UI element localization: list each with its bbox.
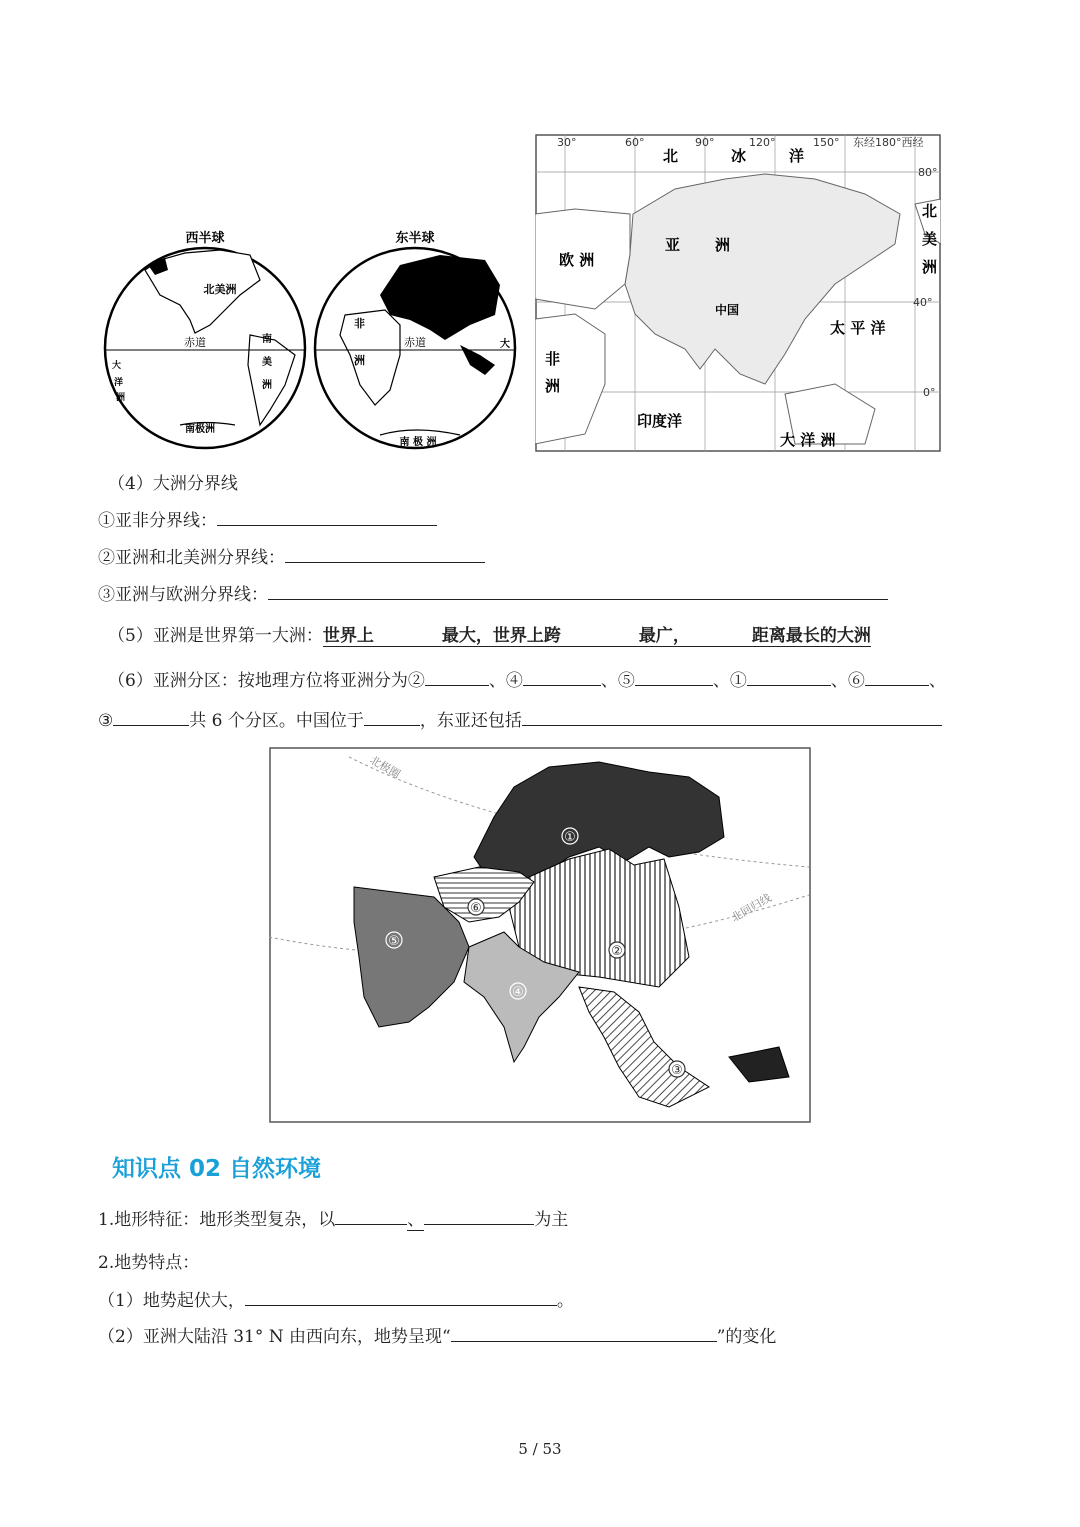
- q6-m5: 、⑤: [600, 671, 635, 691]
- region-2: ②: [611, 944, 623, 959]
- q6-line1-prefix: （6）亚洲分区：按地理方位将亚洲分为②: [108, 671, 425, 691]
- lon-30: 30°: [557, 136, 577, 149]
- s2-blank-relief[interactable]: [245, 1287, 557, 1306]
- lon-60: 60°: [625, 136, 645, 149]
- q6-m4: 、④: [488, 671, 523, 691]
- lon-180: 东经180°西经: [853, 136, 924, 149]
- west-antarctica: 南极洲: [185, 424, 215, 435]
- q6-line2-prefix: ③: [98, 711, 114, 731]
- europe-label: 欧 洲: [559, 251, 595, 269]
- q5-part3: 最广，: [638, 626, 690, 646]
- west-hemisphere-title: 西半球: [185, 231, 225, 246]
- q6-blank-1[interactable]: [747, 667, 831, 686]
- page-number: 5 / 53: [518, 1440, 562, 1458]
- asia-2: 洲: [715, 236, 731, 254]
- na-3: 洲: [922, 258, 938, 276]
- indian-ocean-label: 印度洋: [637, 412, 683, 430]
- s2-p1-end: 为主: [534, 1210, 569, 1230]
- tropic-label: 北回归线: [729, 891, 774, 925]
- arctic-circle-label: 北极圈: [367, 753, 403, 782]
- q4-item3-label: ③亚洲与欧洲分界线：: [98, 585, 268, 605]
- west-sa-2: 美: [262, 357, 272, 368]
- section2-heading: 知识点 02 自然环境: [112, 1156, 322, 1182]
- lat-40: 40°: [913, 296, 933, 309]
- q4-item2-label: ②亚洲和北美洲分界线：: [98, 548, 285, 568]
- west-sa-1: 南: [262, 334, 272, 345]
- region-6: ⑥: [470, 901, 482, 916]
- q6-blank-2[interactable]: [425, 667, 489, 686]
- q5-part4: 距离最长的大洲: [751, 626, 871, 646]
- s2-blank-terrain[interactable]: [451, 1323, 717, 1342]
- na-1: 北: [922, 202, 938, 220]
- q6-blank-6[interactable]: [865, 667, 929, 686]
- q6-line2-end: ，东亚还包括: [419, 711, 522, 731]
- na-2: 美: [922, 230, 938, 248]
- q4-item2: [98, 543, 485, 568]
- q4-item1-blank[interactable]: [217, 507, 437, 526]
- s2-p1-prefix: 1.地形特征：地形类型复杂，以: [98, 1210, 336, 1230]
- q4-item1: [98, 506, 437, 531]
- s2-p1: [98, 1205, 568, 1230]
- q6-blank-china[interactable]: [364, 707, 420, 726]
- east-hemisphere-title: 东半球: [395, 231, 435, 246]
- east-oceania: 大: [500, 339, 510, 350]
- q6-blank-3[interactable]: [113, 707, 189, 726]
- west-equator: 赤道: [184, 336, 206, 349]
- west-oc-1: 大: [112, 361, 122, 371]
- q6-blank-east-asia[interactable]: [522, 707, 942, 726]
- s2-p3: [98, 1286, 574, 1311]
- s2-p1-sep: 、: [407, 1210, 425, 1230]
- q4-item3-blank[interactable]: [268, 581, 888, 600]
- lon-90: 90°: [695, 136, 715, 149]
- s2-p3-prefix: （1）地势起伏大，: [98, 1291, 245, 1311]
- s2-p4: [98, 1322, 776, 1347]
- s2-blank-landform2[interactable]: [424, 1206, 534, 1225]
- q4-title: （4）大洲分界线: [108, 474, 238, 494]
- q6-m6: 、⑥: [830, 671, 865, 691]
- lat-80: 80°: [918, 166, 938, 179]
- west-north-america: 北美洲: [203, 283, 237, 296]
- east-equator: 赤道: [404, 336, 426, 349]
- region-4: ④: [512, 985, 524, 1000]
- region-5: ⑤: [388, 934, 400, 949]
- asia-1: 亚: [665, 236, 681, 254]
- q5-part1: 世界上: [322, 626, 374, 646]
- q6-end: 、: [928, 671, 946, 691]
- q5-line: [108, 621, 871, 647]
- q6-blank-4[interactable]: [523, 667, 601, 686]
- q6-line2: [98, 706, 942, 731]
- pacific-label: 太 平 洋: [830, 319, 886, 337]
- region-3: ③: [671, 1063, 683, 1078]
- east-antarctica: 南 极 洲: [399, 437, 437, 448]
- s2-p2: 2.地势特点：: [98, 1253, 200, 1273]
- q5-part2: 最大，世界上跨: [441, 626, 561, 646]
- arctic-2: 冰: [731, 147, 747, 165]
- lon-150: 150°: [813, 136, 840, 149]
- west-oc-2: 洋: [114, 378, 124, 388]
- q6-line2-mid: 共 6 个分区。中国位于: [189, 711, 364, 731]
- s2-blank-landform1[interactable]: [335, 1206, 407, 1225]
- q5-prefix: （5）亚洲是世界第一大洲：: [108, 626, 323, 646]
- hemispheres-figure: [100, 225, 525, 455]
- east-africa-2: 洲: [354, 354, 365, 367]
- africa-2: 洲: [545, 377, 561, 395]
- arctic-1: 北: [663, 147, 679, 165]
- q4-item1-label: ①亚非分界线：: [98, 511, 217, 531]
- asia-regions-map: [269, 747, 811, 1123]
- s2-p4-prefix: （2）亚洲大陆沿 31° N 由西向东，地势呈现“: [98, 1327, 451, 1347]
- asia-location-map: [535, 134, 941, 452]
- q6-line1: [108, 666, 946, 691]
- africa-1: 非: [545, 350, 561, 368]
- west-sa-3: 洲: [262, 380, 272, 391]
- china-label: 中国: [715, 303, 740, 317]
- arctic-3: 洋: [789, 147, 805, 165]
- s2-p3-end: 。: [556, 1291, 574, 1311]
- region-1: ①: [564, 830, 576, 845]
- east-africa-1: 非: [354, 317, 365, 330]
- west-oc-3: 洲: [116, 393, 126, 403]
- oceania-label: 大 洋 洲: [780, 431, 836, 449]
- q6-blank-5[interactable]: [635, 667, 713, 686]
- lat-0: 0°: [923, 386, 936, 399]
- q4-item2-blank[interactable]: [285, 544, 485, 563]
- lon-120: 120°: [749, 136, 776, 149]
- q6-m1: 、①: [712, 671, 747, 691]
- q4-item3: [98, 580, 888, 605]
- s2-p4-end: ”的变化: [716, 1327, 777, 1347]
